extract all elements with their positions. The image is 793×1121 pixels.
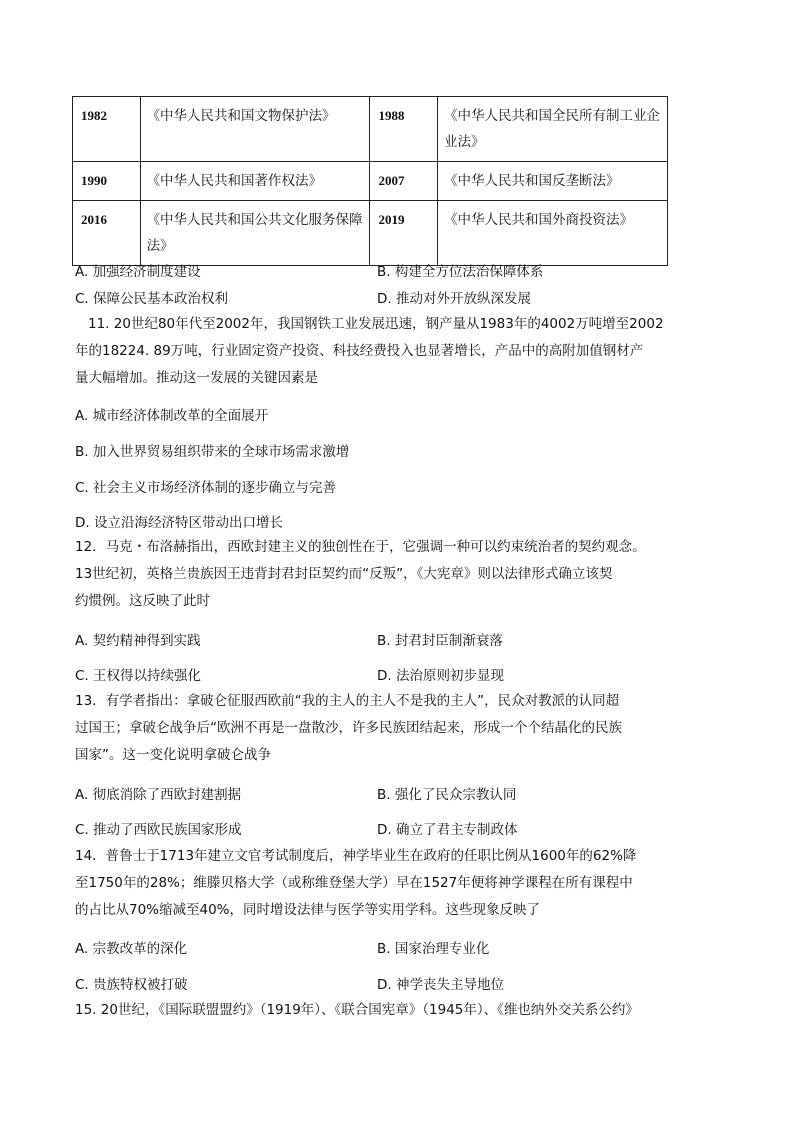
q13-stem-line: 国家”。这一变化说明拿破仑战争 (75, 747, 271, 763)
table-row (73, 162, 668, 201)
law-cell: 《中华人民共和国著作权法》 (140, 162, 370, 201)
q14-stem-line: 14．普鲁士于1713年建立文官考试制度后，神学毕业生在政府的任职比例从1600年的62%降 (75, 848, 637, 864)
q14-option-c: C. 贵族特权被打破 (75, 977, 188, 993)
q14-option-d: D. 神学丧失主导地位 (377, 977, 504, 993)
law-table (72, 96, 668, 266)
q13-stem-line: 过国王；拿破仑战争后“欧洲不再是一盘散沙，许多民族团结起来，形成一个个结晶化的民族 (75, 720, 622, 736)
law-cell: 《中华人民共和国全民所有制工业企业法》 (438, 97, 668, 162)
year-cell: 2016 (73, 201, 141, 266)
year-cell: 1990 (73, 162, 141, 201)
q11-option-d: D. 设立沿海经济特区带动出口增长 (75, 515, 283, 531)
q12-stem-line: 约惯例。这反映了此时 (75, 593, 210, 609)
year-cell: 2019 (370, 201, 438, 266)
q14-option-a: A. 宗教改革的深化 (75, 941, 188, 957)
q13-option-a: A. 彻底消除了西欧封建割据 (75, 787, 242, 803)
q10-option-d: D. 推动对外开放纵深发展 (377, 291, 531, 307)
q13-option-c: C. 推动了西欧民族国家形成 (75, 822, 242, 838)
q12-option-d: D. 法治原则初步显现 (377, 668, 504, 684)
q12-stem-line: 13世纪初，英格兰贵族因王违背封君封臣契约而“反叛”，《大宪章》则以法律形式确立该契 (75, 566, 613, 582)
year-cell: 1988 (370, 97, 438, 162)
q14-stem-line: 的占比从70%缩减至40%，同时增设法律与医学等实用学科。这些现象反映了 (75, 902, 541, 918)
q11-stem-line: 年的18224. 89万吨，行业固定资产投资、科技经费投入也显著增长，产品中的高附加值钢材产 (75, 343, 644, 359)
table-row (73, 97, 668, 162)
q10-option-a: A. 加强经济制度建设 (75, 264, 201, 280)
law-cell: 《中华人民共和国公共文化服务保障法》 (140, 201, 370, 266)
q12-stem-line: 12．马克・布洛赫指出，西欧封建主义的独创性在于，它强调一种可以约束统治者的契约观念。 (75, 539, 646, 555)
year-cell: 2007 (370, 162, 438, 201)
q13-stem-line: 13．有学者指出：拿破仑征服西欧前“我的主人的主人不是我的主人”，民众对教派的认同超 (75, 693, 620, 709)
q11-option-a: A. 城市经济体制改革的全面展开 (75, 408, 269, 424)
q13-option-d: D. 确立了君主专制政体 (377, 822, 518, 838)
q12-option-c: C. 王权得以持续强化 (75, 668, 202, 684)
year-cell: 1982 (73, 97, 141, 162)
q11-stem-line: 量大幅增加。推动这一发展的关键因素是 (75, 370, 318, 386)
table-row (73, 201, 668, 266)
q10-option-b: B. 构建全方位法治保障体系 (377, 264, 544, 280)
q15-stem-line: 15. 20世纪，《国际联盟盟约》（1919年）、《联合国宪章》（1945年）、《维也纳外交关系公约》 (75, 1002, 639, 1018)
q10-option-c: C. 保障公民基本政治权利 (75, 291, 229, 307)
q12-option-a: A. 契约精神得到实践 (75, 633, 201, 649)
q11-option-b: B. 加入世界贸易组织带来的全球市场需求激增 (75, 444, 350, 460)
q14-option-b: B. 国家治理专业化 (377, 941, 490, 957)
q11-option-c: C. 社会主义市场经济体制的逐步确立与完善 (75, 480, 337, 496)
law-cell: 《中华人民共和国外商投资法》 (438, 201, 668, 266)
law-cell: 《中华人民共和国反垄断法》 (438, 162, 668, 201)
q14-stem-line: 至1750年的28%；维滕贝格大学（或称维登堡大学）早在1527年便将神学课程在所有课程中 (75, 875, 633, 891)
q12-option-b: B. 封君封臣制渐衰落 (377, 633, 503, 649)
q13-option-b: B. 强化了民众宗教认同 (377, 787, 517, 803)
q11-stem-line: 11. 20世纪80年代至2002年，我国钢铁工业发展迅速，钢产量从1983年的4002万吨增至2002 (88, 316, 664, 332)
law-cell: 《中华人民共和国文物保护法》 (140, 97, 370, 162)
